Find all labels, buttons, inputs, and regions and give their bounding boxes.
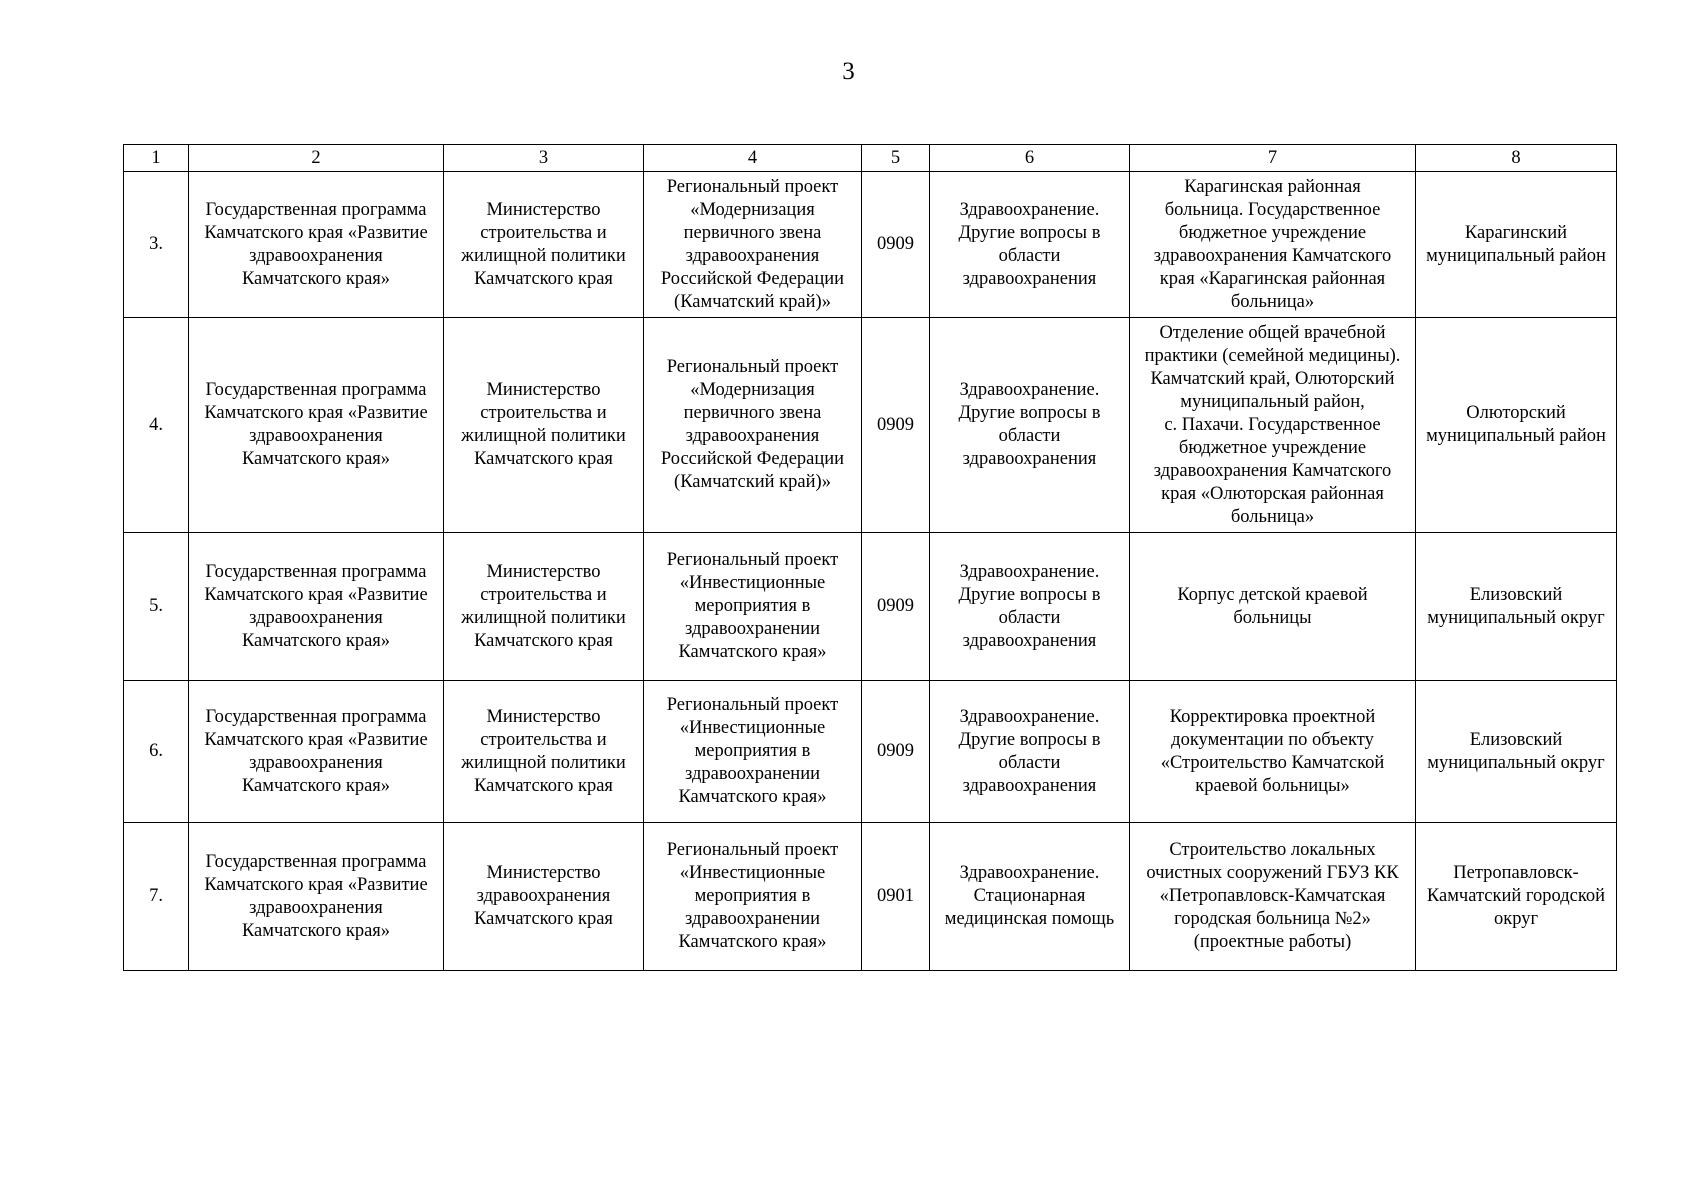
table-header-row <box>124 145 1617 172</box>
code-cell: 0909 <box>862 533 930 681</box>
column-header: 4 <box>644 145 862 172</box>
section-cell: Здравоохранение. Стационарная медицинская помощь <box>930 823 1130 971</box>
table-row <box>124 681 1617 823</box>
table-row <box>124 823 1617 971</box>
table-row <box>124 533 1617 681</box>
object-cell: Строительство локальных очистных сооружений ГБУЗ КК «Петропавловск-Камчатская городская больница №2» (проектные работы) <box>1130 823 1416 971</box>
ministry-cell: Министерство строительства и жилищной политики Камчатского края <box>444 318 644 533</box>
object-cell: Отделение общей врачебной практики (семейной медицины). Камчатский край, Олюторский муниципальный район, с. Пахачи. Государственное бюджетное учреждение здравоохранения Камчатского края «Олюторская районная больница» <box>1130 318 1416 533</box>
object-cell: Карагинская районная больница. Государственное бюджетное учреждение здравоохранения Камчатского края «Карагинская районная больница» <box>1130 172 1416 318</box>
row-number-cell: 6. <box>124 681 189 823</box>
column-header: 5 <box>862 145 930 172</box>
district-cell: Олюторский муниципальный район <box>1416 318 1617 533</box>
column-header: 1 <box>124 145 189 172</box>
column-header: 7 <box>1130 145 1416 172</box>
code-cell: 0909 <box>862 172 930 318</box>
district-cell: Петропавловск- Камчатский городской округ <box>1416 823 1617 971</box>
project-cell: Региональный проект «Модернизация первичного звена здравоохранения Российской Федерации (Камчатский край)» <box>644 318 862 533</box>
row-number-cell: 5. <box>124 533 189 681</box>
row-number-cell: 3. <box>124 172 189 318</box>
projects-table <box>123 144 1617 971</box>
code-cell: 0909 <box>862 318 930 533</box>
program-cell: Государственная программа Камчатского края «Развитие здравоохранения Камчатского края» <box>189 172 444 318</box>
district-cell: Елизовский муниципальный округ <box>1416 533 1617 681</box>
column-header: 6 <box>930 145 1130 172</box>
object-cell: Корректировка проектной документации по объекту «Строительство Камчатской краевой больницы» <box>1130 681 1416 823</box>
column-header: 8 <box>1416 145 1617 172</box>
section-cell: Здравоохранение. Другие вопросы в области здравоохранения <box>930 172 1130 318</box>
project-cell: Региональный проект «Инвестиционные мероприятия в здравоохранении Камчатского края» <box>644 823 862 971</box>
district-cell: Карагинский муниципальный район <box>1416 172 1617 318</box>
column-header: 2 <box>189 145 444 172</box>
project-cell: Региональный проект «Инвестиционные мероприятия в здравоохранении Камчатского края» <box>644 533 862 681</box>
code-cell: 0901 <box>862 823 930 971</box>
ministry-cell: Министерство здравоохранения Камчатского края <box>444 823 644 971</box>
program-cell: Государственная программа Камчатского края «Развитие здравоохранения Камчатского края» <box>189 533 444 681</box>
row-number-cell: 7. <box>124 823 189 971</box>
row-number-cell: 4. <box>124 318 189 533</box>
project-cell: Региональный проект «Инвестиционные мероприятия в здравоохранении Камчатского края» <box>644 681 862 823</box>
page-number: 3 <box>842 58 855 85</box>
ministry-cell: Министерство строительства и жилищной политики Камчатского края <box>444 533 644 681</box>
program-cell: Государственная программа Камчатского края «Развитие здравоохранения Камчатского края» <box>189 823 444 971</box>
district-cell: Елизовский муниципальный округ <box>1416 681 1617 823</box>
ministry-cell: Министерство строительства и жилищной политики Камчатского края <box>444 172 644 318</box>
column-header: 3 <box>444 145 644 172</box>
table-row <box>124 318 1617 533</box>
section-cell: Здравоохранение. Другие вопросы в области здравоохранения <box>930 681 1130 823</box>
code-cell: 0909 <box>862 681 930 823</box>
ministry-cell: Министерство строительства и жилищной политики Камчатского края <box>444 681 644 823</box>
table-row <box>124 172 1617 318</box>
object-cell: Корпус детской краевой больницы <box>1130 533 1416 681</box>
section-cell: Здравоохранение. Другие вопросы в области здравоохранения <box>930 533 1130 681</box>
project-cell: Региональный проект «Модернизация первичного звена здравоохранения Российской Федерации (Камчатский край)» <box>644 172 862 318</box>
program-cell: Государственная программа Камчатского края «Развитие здравоохранения Камчатского края» <box>189 318 444 533</box>
section-cell: Здравоохранение. Другие вопросы в области здравоохранения <box>930 318 1130 533</box>
program-cell: Государственная программа Камчатского края «Развитие здравоохранения Камчатского края» <box>189 681 444 823</box>
